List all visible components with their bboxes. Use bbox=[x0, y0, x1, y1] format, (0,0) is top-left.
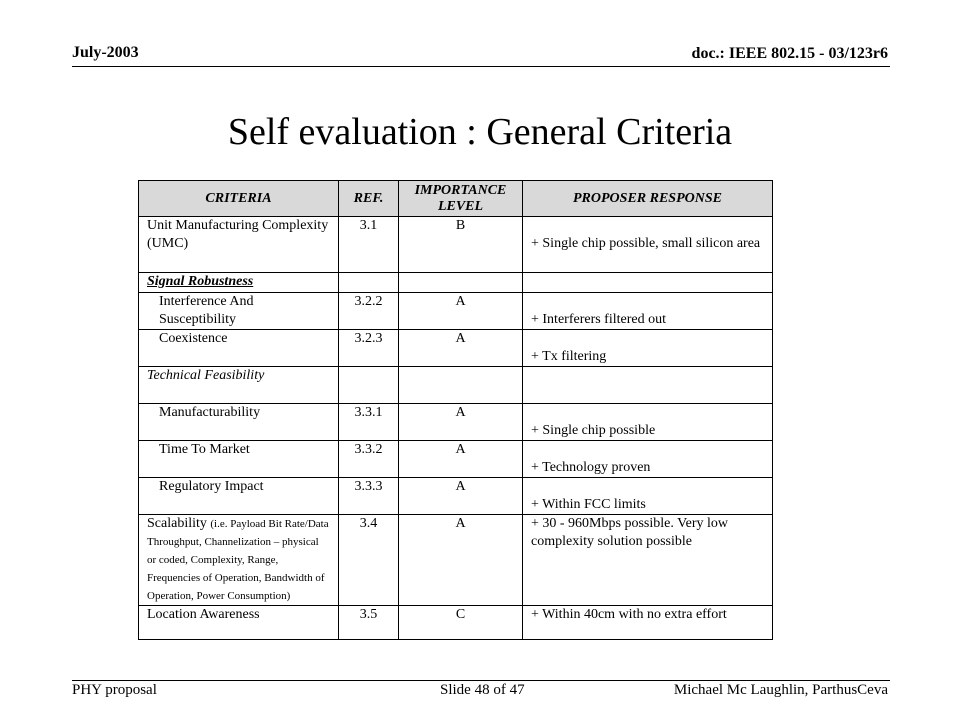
empty-cell bbox=[339, 367, 399, 404]
response-cell bbox=[523, 217, 773, 273]
criteria-cell bbox=[139, 441, 339, 478]
response-cell bbox=[523, 404, 773, 441]
response-cell bbox=[523, 478, 773, 515]
criteria-text: Regulatory Impact bbox=[159, 479, 264, 494]
importance-cell: A bbox=[399, 515, 523, 606]
table-row bbox=[139, 441, 773, 478]
criteria-table bbox=[138, 180, 773, 640]
table-row bbox=[139, 293, 773, 330]
section-cell bbox=[139, 367, 339, 404]
criteria-cell bbox=[139, 293, 339, 330]
header-importance: IMPORTANCE LEVEL bbox=[399, 181, 523, 217]
ref-cell: 3.5 bbox=[339, 606, 399, 640]
ref-cell: 3.3.3 bbox=[339, 478, 399, 515]
table-row bbox=[139, 330, 773, 367]
criteria-cell bbox=[139, 478, 339, 515]
table-row bbox=[139, 217, 773, 273]
ref-cell: 3.4 bbox=[339, 515, 399, 606]
criteria-cell: Location Awareness bbox=[139, 606, 339, 640]
footer-author: Michael Mc Laughlin, ParthusCeva bbox=[673, 682, 888, 698]
table-row bbox=[139, 515, 773, 606]
section-cell bbox=[139, 273, 339, 293]
empty-cell bbox=[399, 273, 523, 293]
criteria-text: Scalability bbox=[147, 516, 207, 531]
criteria-cell bbox=[139, 515, 339, 606]
header-criteria: CRITERIA bbox=[139, 181, 339, 217]
ref-cell: 3.1 bbox=[339, 217, 399, 273]
table-header-row bbox=[139, 181, 773, 217]
ref-cell: 3.3.2 bbox=[339, 441, 399, 478]
response-text: + Technology proven bbox=[531, 460, 651, 475]
response-cell bbox=[523, 330, 773, 367]
response-text: + Single chip possible, small silicon area bbox=[531, 236, 761, 251]
header-divider bbox=[72, 66, 890, 67]
table-row bbox=[139, 478, 773, 515]
response-cell bbox=[523, 441, 773, 478]
criteria-text: Time To Market bbox=[159, 442, 250, 457]
footer-divider bbox=[72, 680, 890, 681]
importance-cell: A bbox=[399, 293, 523, 330]
importance-cell: A bbox=[399, 441, 523, 478]
criteria-text: Interference And Susceptibility bbox=[159, 294, 254, 327]
criteria-text: Manufacturability bbox=[159, 405, 261, 420]
section-label: Technical Feasibility bbox=[147, 368, 265, 383]
response-cell bbox=[523, 293, 773, 330]
criteria-cell bbox=[139, 404, 339, 441]
empty-cell bbox=[523, 273, 773, 293]
table-row bbox=[139, 273, 773, 293]
importance-cell: A bbox=[399, 330, 523, 367]
importance-cell: B bbox=[399, 217, 523, 273]
slide-title: Self evaluation : General Criteria bbox=[227, 111, 733, 153]
response-text: + Within FCC limits bbox=[531, 497, 646, 512]
ref-cell: 3.2.3 bbox=[339, 330, 399, 367]
response-cell: + Within 40cm with no extra effort bbox=[523, 606, 773, 640]
table-row bbox=[139, 606, 773, 640]
response-text: + 30 - 960Mbps possible. Very low complexity solution possible bbox=[531, 516, 729, 549]
empty-cell bbox=[339, 273, 399, 293]
criteria-cell bbox=[139, 330, 339, 367]
response-text: + Single chip possible bbox=[531, 423, 656, 438]
table-row bbox=[139, 404, 773, 441]
criteria-note: (i.e. Payload Bit Rate/Data Throughput, Channelization – physical or coded, Complexity, Range, Frequencies of Operation, Bandwidth of Operation, Power Consumption) bbox=[147, 518, 329, 602]
ref-cell: 3.3.1 bbox=[339, 404, 399, 441]
empty-cell bbox=[523, 367, 773, 404]
importance-cell: A bbox=[399, 404, 523, 441]
footer-left: PHY proposal bbox=[72, 682, 157, 698]
response-cell bbox=[523, 515, 773, 606]
header-doc-id: doc.: IEEE 802.15 - 03/123r6 bbox=[691, 45, 888, 62]
importance-cell: C bbox=[399, 606, 523, 640]
header-ref: REF. bbox=[339, 181, 399, 217]
importance-cell: A bbox=[399, 478, 523, 515]
criteria-text: Coexistence bbox=[159, 331, 228, 346]
header-response: PROPOSER RESPONSE bbox=[523, 181, 773, 217]
empty-cell bbox=[399, 367, 523, 404]
header-date: July-2003 bbox=[72, 44, 139, 61]
table-row bbox=[139, 367, 773, 404]
response-text: + Interferers filtered out bbox=[531, 312, 666, 327]
response-text: + Tx filtering bbox=[531, 349, 607, 364]
criteria-cell: Unit Manufacturing Complexity (UMC) bbox=[139, 217, 339, 273]
ref-cell: 3.2.2 bbox=[339, 293, 399, 330]
section-label: Signal Robustness bbox=[147, 274, 254, 289]
slide-number: Slide 48 of 47 bbox=[440, 682, 525, 698]
